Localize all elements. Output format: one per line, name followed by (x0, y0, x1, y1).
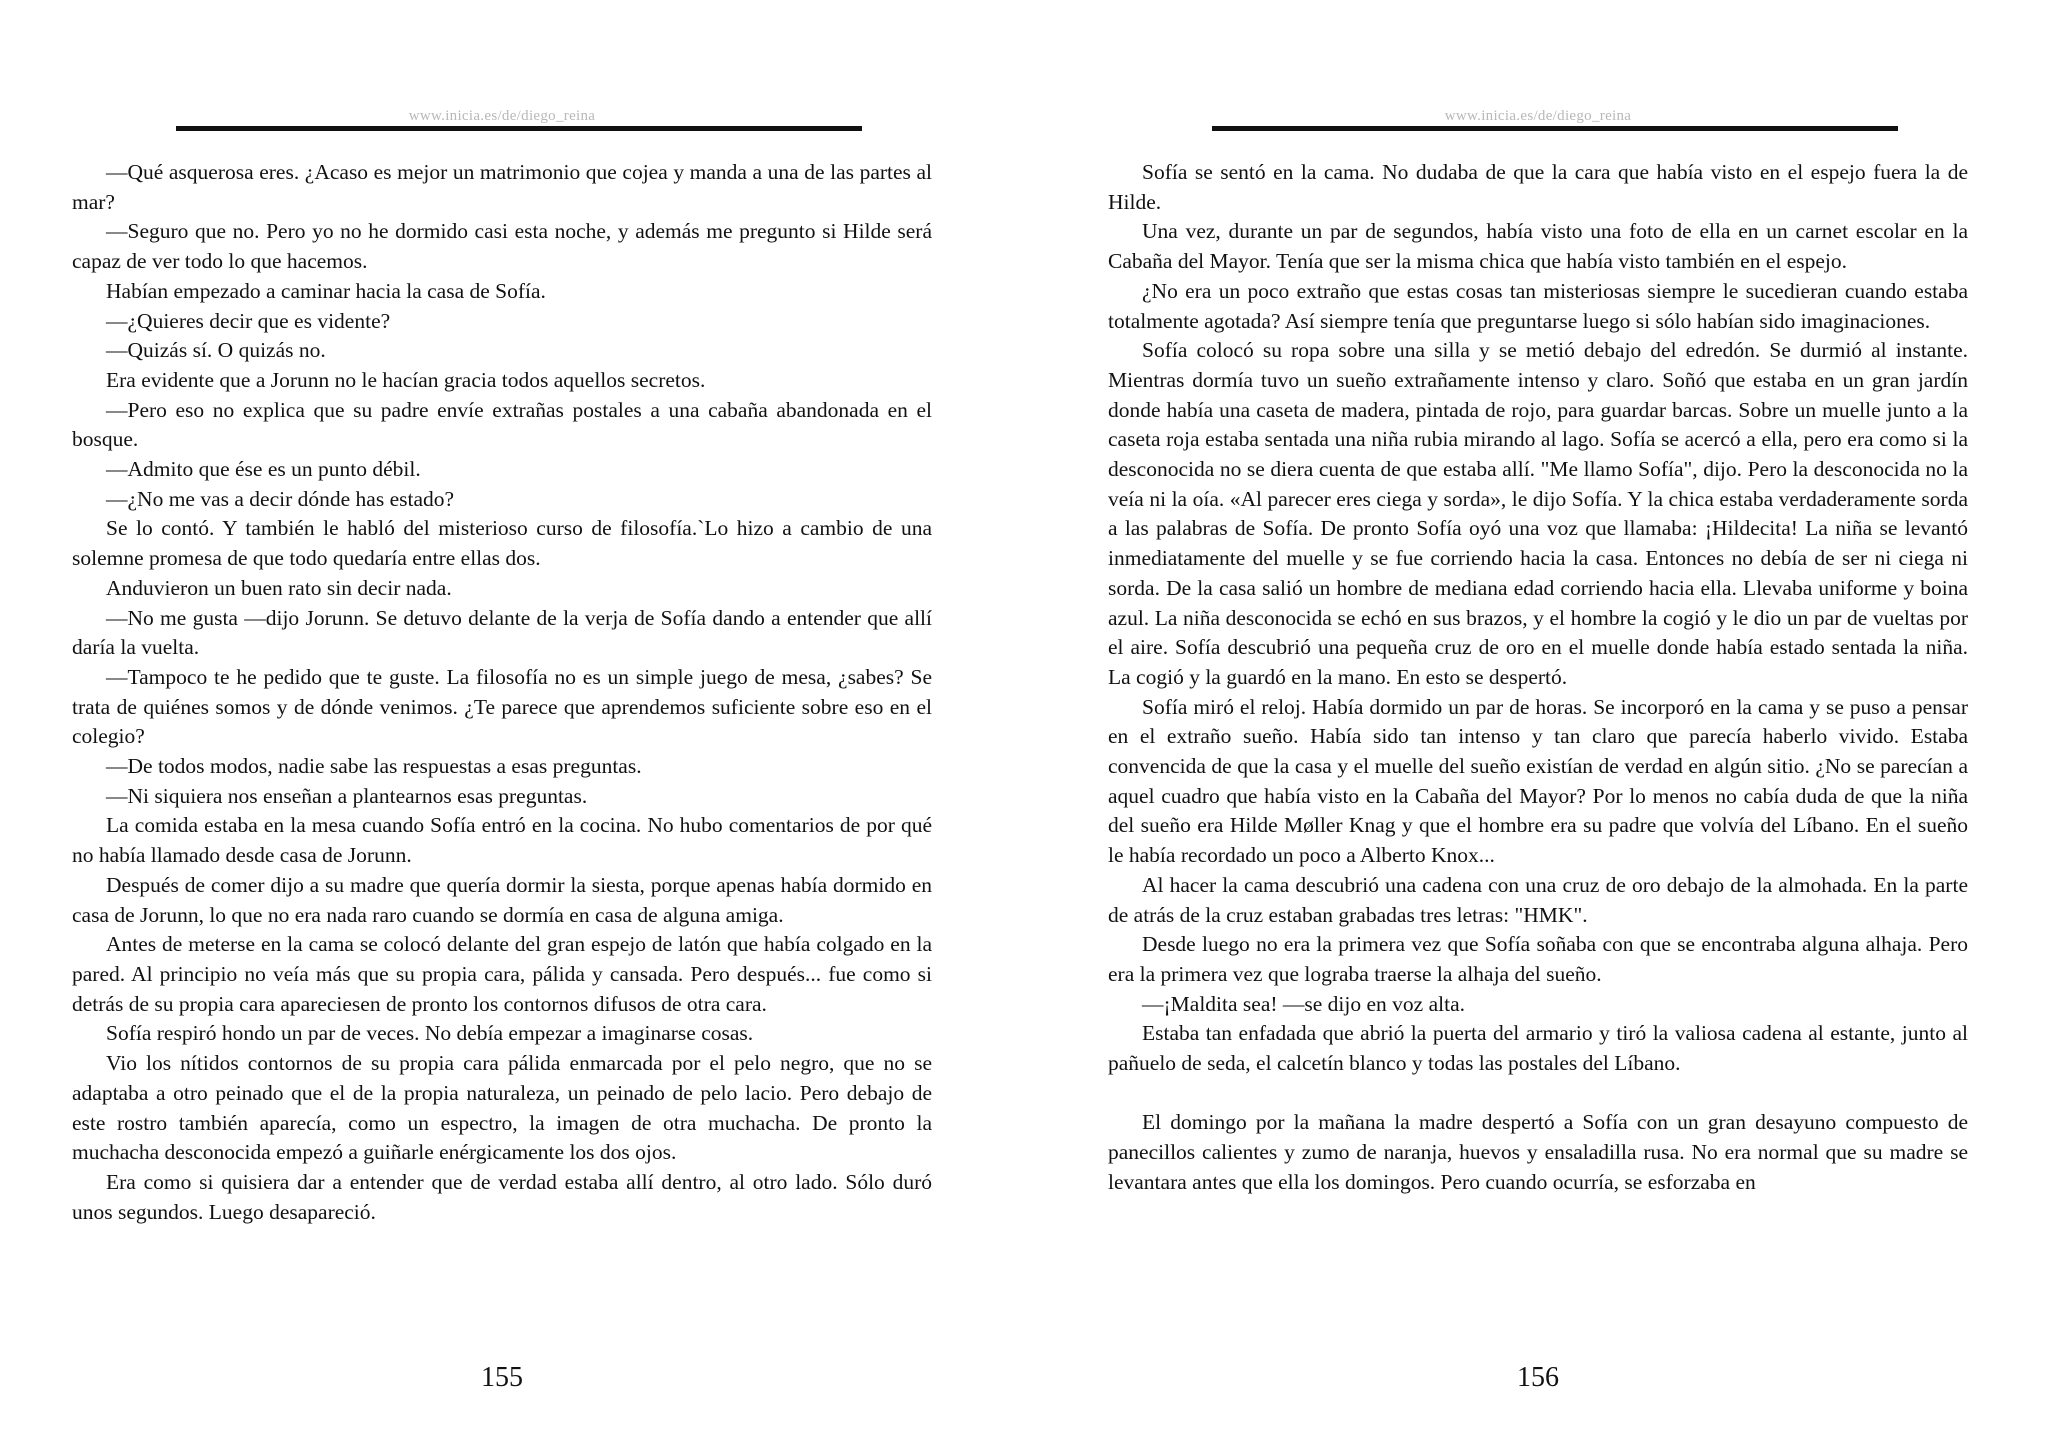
paragraph: Vio los nítidos contornos de su propia cara pálida enmarcada por el pelo negro, que no se adaptaba a otro peinado que el de la propia naturaleza, un peinado de pelo lacio. Pero debajo de este rostro también aparecía, como un espectro, la imagen de otra muchacha. De pronto la muchacha desconocida empezó a guiñarle enérgicamente los dos ojos. (72, 1051, 932, 1165)
paragraph: —No me gusta —dijo Jorunn. Se detuvo delante de la verja de Sofía dando a entender que allí daría la vuelta. (72, 605, 932, 660)
paragraph: Era como si quisiera dar a entender que de verdad estaba allí dentro, al otro lado. Sólo duró unos segundos. Luego desapareció. (72, 1169, 932, 1224)
paragraph: —¿Quieres decir que es vidente? (106, 308, 391, 333)
paragraph: —Ni siquiera nos enseñan a plantearnos esas preguntas. (106, 783, 588, 808)
paragraph: —De todos modos, nadie sabe las respuestas a esas preguntas. (106, 754, 642, 779)
paragraph: —¡Maldita sea! —se dijo en voz alta. (1142, 991, 1465, 1016)
paragraph: La comida estaba en la mesa cuando Sofía entró en la cocina. No hubo comentarios de por qué no había llamado desde casa de Jorunn. (72, 813, 932, 868)
paragraph: —Admito que ése es un punto débil. (106, 457, 421, 482)
paragraph: Sofía miró el reloj. Había dormido un par de horas. Se incorporó en la cama y se puso a pensar en el extraño sueño. Había sido tan intenso y tan claro que parecía haberlo vivido. Estaba convencida de que la casa y el muelle del sueño existían de verdad en algún sitio. ¿No se parecían a aquel cuadro que había visto en la Cabaña del Mayor? Por lo menos no cabía duda de que la niña del sueño era Hilde Møller Knag y que el hombre era su padre que volvía del Líbano. En el sueño le había recordado un poco a Alberto Knox... (1108, 694, 1968, 868)
paragraph: —Tampoco te he pedido que te guste. La filosofía no es un simple juego de mesa, ¿sabes? Se trata de quiénes somos y de dónde venimos. ¿Te parece que aprendemos suficiente sobre eso en el colegio? (72, 664, 932, 749)
page-body (72, 158, 932, 1227)
paragraph: Una vez, durante un par de segundos, había visto una foto de ella en un carnet escolar en la Cabaña del Mayor. Tenía que ser la misma chica que había visto también en el espejo. (1108, 219, 1968, 274)
page-number: 156 (1517, 1362, 1559, 1393)
paragraph: —Quizás sí. O quizás no. (106, 338, 326, 363)
paragraph: Sofía se sentó en la cama. No dudaba de que la cara que había visto en el espejo fuera la de Hilde. (1108, 160, 1968, 214)
paragraph: Después de comer dijo a su madre que quería dormir la siesta, porque apenas había dormido en casa de Jorunn, lo que no era nada raro cuando se dormía en casa de alguna amiga. (72, 872, 932, 927)
paragraph: Desde luego no era la primera vez que Sofía soñaba con que se encontraba alguna alhaja. Pero era la primera vez que lograba traerse la alhaja del sueño. (1108, 932, 1968, 986)
paragraph: Se lo contó. Y también le habló del misterioso curso de filosofía.`Lo hizo a cambio de una solemne promesa de que todo quedaría entre ellas dos. (72, 516, 932, 571)
paragraph: Al hacer la cama descubrió una cadena con una cruz de oro debajo de la almohada. En la parte de atrás de la cruz estaban grabadas tres letras: "HMK". (1108, 872, 1968, 927)
page-header-url: www.inicia.es/de/diego_reina (408, 108, 596, 124)
paragraph: —¿No me vas a decir dónde has estado? (106, 486, 455, 511)
right-page (1108, 0, 1968, 1450)
header-rule (1212, 126, 1898, 131)
paragraph: Anduvieron un buen rato sin decir nada. (106, 575, 452, 600)
paragraph: —Pero eso no explica que su padre envíe extrañas postales a una cabaña abandonada en el bosque. (72, 397, 932, 452)
paragraph: Habían empezado a caminar hacia la casa de Sofía. (106, 278, 546, 303)
paragraph: ¿No era un poco extraño que estas cosas tan misteriosas siempre le sucedieran cuando estaba totalmente agotada? Así siempre tenía que preguntarse luego si sólo habían sido imaginaciones. (1108, 278, 1968, 333)
paragraph: Sofía colocó su ropa sobre una silla y se metió debajo del edredón. Se durmió al instante. Mientras dormía tuvo un sueño extrañamente intenso y claro. Soñó que estaba en un gran jardín donde había una caseta de madera, pintada de rojo, para guardar barcas. Sobre un muelle junto a la caseta roja estaba sentada una niña rubia mirando al lago. Sofía se acercó a ella, pero era como si la desconocida no se diera cuenta de que estaba allí. "Me llamo Sofía", dijo. Pero la desconocida no la veía ni la oía. «Al parecer eres ciega y sorda», le dijo Sofía. Y la chica estaba verdaderamente sorda a las palabras de Sofía. De pronto Sofía oyó una voz que llamaba: ¡Hildecita! La niña se levantó inmediatamente del muelle y se fue corriendo hacia la casa. Entonces no debía de ser ni ciega ni sorda. De la casa salió un hombre de mediana edad corriendo hacia ella. Llevaba uniforme y boina azul. La niña desconocida se echó en sus brazos, y el hombre la cogió y le dio un par de vueltas por el aire. Sofía descubrió una pequeña cruz de oro en el muelle donde había estado sentada la niña. La cogió y la guardó en la mano. En esto se despertó. (1108, 338, 1968, 689)
paragraph: Antes de meterse en la cama se colocó delante del gran espejo de latón que había colgado en la pared. Al principio no veía más que su propia cara, pálida y cansada. Pero después... fue como si detrás de su propia cara apareciesen de pronto los contornos difusos de otra cara. (72, 932, 932, 1016)
paragraph: Sofía respiró hondo un par de veces. No debía empezar a imaginarse cosas. (106, 1021, 754, 1046)
page-body (1108, 158, 1968, 1198)
paragraph: —Seguro que no. Pero yo no he dormido casi esta noche, y además me pregunto si Hilde será capaz de ver todo lo que hacemos. (72, 219, 932, 274)
header-rule (176, 126, 862, 131)
left-page (72, 0, 932, 1450)
paragraph: Estaba tan enfadada que abrió la puerta del armario y tiró la valiosa cadena al estante, junto al pañuelo de seda, el calcetín blanco y todas las postales del Líbano. (1108, 1021, 1968, 1076)
page-number: 155 (481, 1362, 523, 1393)
paragraph: El domingo por la mañana la madre despertó a Sofía con un gran desayuno compuesto de panecillos calientes y zumo de naranja, huevos y ensaladilla rusa. No era normal que su madre se levantara antes que ella los domingos. Pero cuando ocurría, se esforzaba en (1108, 1110, 1968, 1194)
paragraph: Era evidente que a Jorunn no le hacían gracia todos aquellos secretos. (106, 367, 706, 392)
paragraph: —Qué asquerosa eres. ¿Acaso es mejor un matrimonio que cojea y manda a una de las partes al mar? (72, 160, 932, 214)
page-header-url: www.inicia.es/de/diego_reina (1444, 108, 1632, 124)
